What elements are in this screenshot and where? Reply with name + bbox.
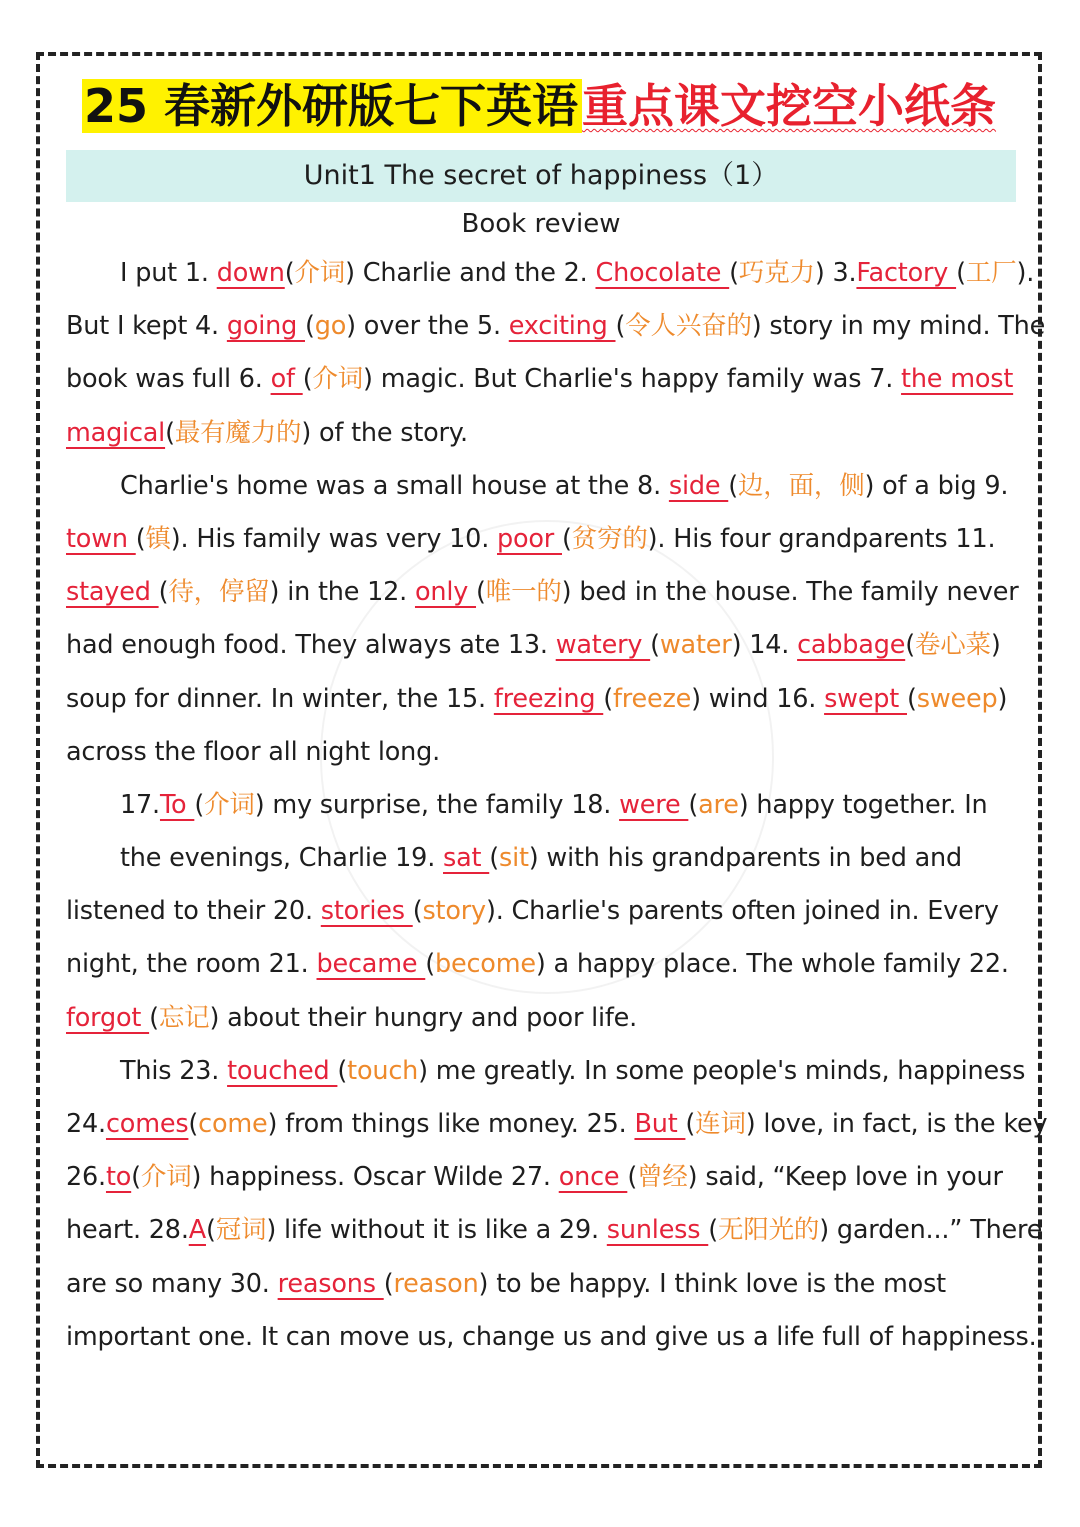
passage-text: This 23. [120, 1055, 228, 1086]
blank-hint: (待，停留) [158, 577, 280, 608]
title-red: 重点课文挖空小纸条 [582, 79, 997, 133]
blank-hint: (镇) [135, 523, 181, 554]
passage-text: soup for dinner. In winter, the 15. [66, 683, 494, 714]
passage-text: are so many 30. [66, 1268, 278, 1299]
hint-text: go [314, 311, 347, 342]
blank-hint: (water) [650, 630, 742, 661]
passage-line [66, 247, 1035, 300]
blank-hint: (最有魔力的) [165, 417, 312, 448]
passage-text: 26. [66, 1162, 106, 1193]
blank-answer: town [66, 523, 136, 554]
hint-text: 忘记 [158, 1002, 210, 1033]
passage-line [66, 673, 1018, 726]
blank-answer: Factory [856, 258, 957, 288]
blank-hint: (come) [188, 1109, 278, 1139]
passage-text: But I kept 4. [66, 311, 227, 342]
hint-text: 唯一的 [485, 577, 562, 608]
passage-text: from things like money. 25. [277, 1109, 635, 1139]
passage-text: . His family was very 10. [180, 523, 498, 554]
passage-text: wind 16. [700, 683, 825, 714]
hint-text: 巧克力 [738, 258, 815, 288]
passage-text: happiness. Oscar Wilde 27. [201, 1162, 559, 1193]
passage-line [66, 513, 1018, 566]
passage-text: life without it is like a 29. [276, 1215, 607, 1246]
blank-hint: (唯一的) [476, 577, 572, 608]
passage-text: me greatly. In some people's minds, happiness [427, 1055, 1026, 1086]
passage-text: Charlie and the 2. [354, 258, 596, 288]
blank-answer: sat [443, 843, 490, 874]
passage-line [66, 938, 1018, 991]
blank-hint: (介词) [194, 789, 265, 820]
passage-text: bed in the house. The family never [571, 577, 1019, 608]
blank-answer: sunless [606, 1215, 709, 1246]
passage-line [66, 1151, 1018, 1204]
hint-text: 最有魔力的 [174, 417, 302, 448]
blank-hint: (令人兴奋的) [615, 311, 762, 342]
hint-text: 介词 [204, 789, 255, 820]
blank-hint: (reason) [383, 1268, 489, 1299]
passage-line [66, 1204, 1043, 1257]
hint-text: freeze [613, 683, 692, 714]
passage-text: 3. [824, 258, 857, 288]
passage-text: night, the room 21. [66, 949, 317, 980]
blank-answer: side [668, 470, 729, 501]
blank-hint: (巧克力) [729, 258, 825, 288]
hint-text: 令人兴奋的 [625, 311, 752, 342]
blank-answer: down [216, 258, 285, 288]
passage-text: story in my mind. The [761, 311, 1046, 342]
passage-text: . Charlie's parents often joined in. Every [495, 896, 999, 927]
hint-text: 贫穷的 [571, 523, 648, 554]
passage-text: the evenings, Charlie 19. [120, 843, 444, 874]
passage-text: book was full 6. [66, 364, 271, 395]
blank-answer: the most [901, 364, 1014, 395]
blank-hint: (连词) [685, 1109, 756, 1139]
blank-hint: (冠词) [205, 1215, 277, 1246]
passage-text: to be happy. I think love is the most [488, 1268, 946, 1299]
passage-text: I put 1. [120, 258, 217, 288]
section-subtitle: Book review [461, 209, 621, 239]
blank-answer: To [159, 789, 195, 820]
blank-hint: (become) [425, 949, 546, 980]
hint-text: water [659, 630, 732, 661]
hint-text: sweep [916, 683, 998, 714]
hint-text: 介词 [294, 258, 346, 288]
blank-answer: magical [66, 417, 166, 448]
blank-answer: exciting [508, 311, 616, 342]
passage-text: with his grandparents in bed and [538, 843, 962, 874]
hint-text: story [422, 896, 486, 927]
hint-text: 工厂 [965, 258, 1017, 288]
hint-text: 镇 [145, 523, 171, 554]
passage-line [66, 1098, 1048, 1151]
passage-line [66, 779, 1018, 832]
unit-title-bar: Unit1 The secret of happiness（1） [66, 150, 1016, 202]
passage-line [66, 619, 1018, 672]
hint-text: sit [498, 843, 529, 874]
passage-text: of the story. [311, 417, 468, 448]
blank-hint: (sweep) [907, 683, 1008, 714]
blank-hint: (无阳光的) [708, 1215, 829, 1246]
blank-hint: (sit) [489, 843, 539, 874]
blank-answer: only [414, 577, 477, 608]
passage-line [66, 1045, 1026, 1098]
blank-hint: (story) [412, 896, 496, 927]
blank-hint: (介词) [131, 1162, 202, 1193]
blank-answer: to [105, 1162, 132, 1193]
passage-line [66, 460, 1018, 513]
passage-text: had enough food. They always ate 13. [66, 630, 556, 661]
blank-answer: became [316, 949, 426, 980]
passage-text: 14. [741, 630, 798, 661]
passage-line [66, 566, 1018, 619]
passage-text: magic. But Charlie's happy family was 7. [372, 364, 902, 395]
hint-text: reason [393, 1268, 479, 1299]
hint-text: 介词 [312, 364, 364, 395]
blank-hint: (go) [305, 311, 356, 342]
blank-answer: once [558, 1162, 628, 1193]
hint-text: 冠词 [215, 1215, 267, 1246]
passage-text: love, in fact, is the key [755, 1109, 1048, 1139]
passage-text: about their hungry and poor life. [219, 1002, 638, 1033]
passage-body [66, 247, 1048, 1364]
blank-hint: (介词) [284, 258, 355, 288]
blank-answer: stories [320, 896, 413, 927]
passage-line [66, 1311, 1037, 1364]
passage-text: my surprise, the family 18. [264, 789, 620, 820]
title-highlighted: 25 春新外研版七下英语 [82, 79, 582, 133]
passage-line [66, 300, 1046, 353]
blank-hint: (介词) [302, 364, 373, 395]
blank-answer: going [226, 311, 305, 342]
page-title [82, 66, 996, 146]
hint-text: 介词 [140, 1162, 192, 1193]
blank-answer: comes [105, 1109, 189, 1139]
blank-answer: freezing [493, 683, 604, 714]
passage-text: happy together. In [748, 789, 988, 820]
blank-answer: forgot [66, 1002, 150, 1033]
blank-hint: (贫穷的) [562, 523, 658, 554]
hint-text: 待，停留 [168, 577, 270, 608]
passage-text: . [1026, 258, 1035, 288]
blank-answer: cabbage [797, 630, 906, 661]
blank-answer: Chocolate [595, 258, 730, 288]
blank-answer: were [619, 789, 689, 820]
blank-answer: stayed [66, 577, 159, 608]
passage-text: a happy place. The whole family 22. [545, 949, 1009, 980]
blank-hint: (are) [688, 789, 749, 820]
blank-answer: watery [555, 630, 651, 661]
hint-text: 卷心菜 [914, 630, 991, 661]
blank-hint: (freeze) [603, 683, 701, 714]
passage-text: across the floor all night long. [66, 736, 440, 767]
blank-answer: of [270, 364, 303, 395]
passage-text: heart. 28. [66, 1215, 189, 1246]
passage-text: garden...” There [828, 1215, 1043, 1246]
passage-text: over the 5. [355, 311, 509, 342]
passage-line [66, 726, 1018, 779]
passage-text: listened to their 20. [66, 896, 321, 927]
blank-hint: (忘记) [149, 1002, 220, 1033]
hint-text: 边，面，侧 [738, 470, 865, 501]
passage-text: Charlie's home was a small house at the 8. [120, 470, 669, 501]
passage-text: 24. [66, 1109, 106, 1139]
passage-text: 17. [120, 789, 160, 820]
passage-text: of a big 9. [874, 470, 1009, 501]
passage-text: said, “Keep love in your [697, 1162, 1003, 1193]
passage-line [66, 992, 1018, 1045]
passage-line [66, 353, 1018, 406]
passage-line [66, 407, 1018, 460]
blank-answer: swept [824, 683, 907, 714]
blank-answer: poor [497, 523, 562, 554]
hint-text: 连词 [695, 1109, 746, 1139]
hint-text: become [435, 949, 536, 980]
blank-answer: A [188, 1215, 206, 1246]
blank-hint: (工厂) [956, 258, 1027, 288]
blank-hint: (touch) [337, 1055, 428, 1086]
blank-answer: reasons [277, 1268, 384, 1299]
hint-text: are [698, 789, 739, 820]
hint-text: touch [347, 1055, 419, 1086]
passage-text: . His four grandparents 11. [657, 523, 996, 554]
passage-text: in the 12. [279, 577, 415, 608]
passage-line [66, 885, 1018, 938]
blank-hint: (边，面，侧) [728, 470, 875, 501]
passage-line [66, 1258, 1018, 1311]
hint-text: 无阳光的 [718, 1215, 820, 1246]
blank-hint: (卷心菜) [905, 630, 1001, 661]
blank-answer: touched [227, 1055, 338, 1086]
hint-text: 曾经 [637, 1162, 688, 1193]
passage-text: important one. It can move us, change us and give us a life full of happiness. [66, 1321, 1037, 1352]
hint-text: come [198, 1109, 268, 1139]
passage-line [66, 832, 1018, 885]
blank-answer: But [634, 1109, 686, 1139]
blank-hint: (曾经) [627, 1162, 698, 1193]
